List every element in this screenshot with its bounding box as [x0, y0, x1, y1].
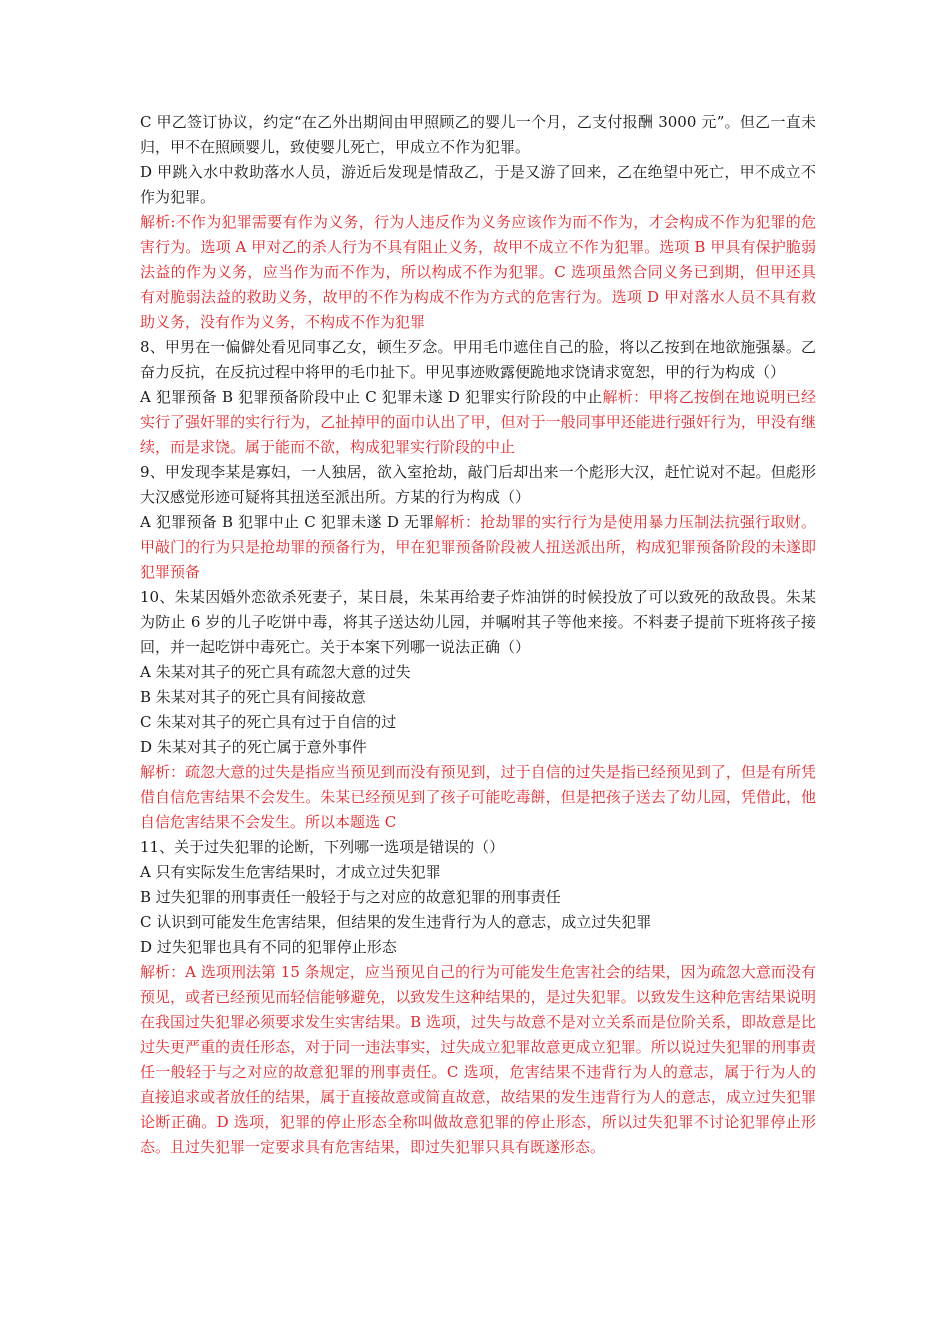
q9-options: A 犯罪预备 B 犯罪中止 C 犯罪未遂 D 无罪 — [140, 513, 435, 531]
q10-option-b: B 朱某对其子的死亡具有间接故意 — [140, 688, 366, 706]
q10-analysis: 解析：疏忽大意的过失是指应当预见到而没有预见到，过于自信的过失是指已经预见到了，但是有所凭借自信危害结果不会发生。朱某已经预见到了孩子可能吃毒餅，但是把孩子送去了幼儿园，凭借此，他自信危害结果不会发生。所以本题选 C — [140, 763, 816, 831]
q8-analysis: 解析：甲将乙按倒在地说明已经实行了强奸罪的实行行为，乙扯掉甲的面巾认出了甲，但对于一般同事甲还能进行强奸行为，甲没有继续，而是求饶。属于能而不欲，构成犯罪实行阶段的中止 — [140, 388, 816, 456]
q8-options: A 犯罪预备 B 犯罪预备阶段中止 C 犯罪未遂 D 犯罪实行阶段的中止 — [140, 388, 603, 406]
q10-option-d: D 朱某对其子的死亡属于意外事件 — [140, 738, 367, 756]
q11-option-a: A 只有实际发生危害结果时，才成立过失犯罪 — [140, 863, 441, 881]
q8-stem: 8、甲男在一偏僻处看见同事乙女，顿生歹念。甲用毛巾遮住自己的脸，将以乙按到在地欲施强暴。乙奋力反抗，在反抗过程中将甲的毛巾扯下。甲见事迹败露便跪地求饶请求宽恕，甲的行为构成（） — [140, 338, 816, 381]
q7-option-c: C 甲乙签订协议，约定“在乙外出期间由甲照顾乙的婴儿一个月，乙支付报酬 3000 元”。但乙一直未归，甲不在照顾婴儿，致使婴儿死亡，甲成立不作为犯罪。 — [140, 113, 816, 156]
q11-option-c: C 认识到可能发生危害结果，但结果的发生违背行为人的意志，成立过失犯罪 — [140, 913, 652, 931]
q9-block — [140, 510, 816, 585]
q11-analysis: 解析：A 选项刑法第 15 条规定，应当预见自己的行为可能发生危害社会的结果，因为疏忽大意而没有预见，或者已经预见而轻信能够避免，以致发生这种结果的，是过失犯罪。以致发生这种危害结果说明在我国过失犯罪必须要求发生实害结果。B 选项，过失与故意不是对立关系而是位阶关系，即故意是比过失更严重的责任形态，对于同一违法事实，过失成立犯罪故意更成立犯罪。所以说过失犯罪的刑事责任一般轻于与之对应的故意犯罪的刑事责任。C 选项，危害结果不违背行为人的意志，属于行为人的直接追求或者放任的结果，属于直接故意或简直故意，故结果的发生违背行为人的意志，成立过失犯罪论断正确。D 选项，犯罪的停止形态全称叫做故意犯罪的停止形态，所以过失犯罪不讨论犯罪停止形态。且过失犯罪一定要求具有危害结果，即过失犯罪只具有既遂形态。 — [140, 963, 816, 1156]
q9-stem: 9、甲发现李某是寡妇，一人独居，欲入室抢劫，敲门后却出来一个彪形大汉，赶忙说对不起。但彪形大汉感觉形迹可疑将其扭送至派出所。方某的行为构成（） — [140, 463, 816, 506]
q10-option-a: A 朱某对其子的死亡具有疏忽大意的过失 — [140, 663, 411, 681]
q11-stem: 11、关于过失犯罪的论断，下列哪一选项是错误的（） — [140, 838, 505, 856]
document-page — [140, 110, 816, 1160]
q9-analysis: 解析：抢劫罪的实行行为是使用暴力压制法抗强行取财。甲敲门的行为只是抢劫罪的预备行为，甲在犯罪预备阶段被人扭送派出所，构成犯罪预备阶段的未遂即犯罪预备 — [140, 513, 816, 581]
q11-option-d: D 过失犯罪也具有不同的犯罪停止形态 — [140, 938, 397, 956]
q7-analysis: 解析:不作为犯罪需要有作为义务，行为人违反作为义务应该作为而不作为，才会构成不作为犯罪的危害行为。选项 A 甲对乙的杀人行为不具有阻止义务，故甲不成立不作为犯罪。选项 B 甲具有保护脆弱法益的作为义务，应当作为而不作为，所以构成不作为犯罪。C 选项虽然合同义务已到期，但甲还具有对脆弱法益的救助义务，故甲的不作为构成不作为方式的危害行为。选项 D 甲对落水人员不具有救助义务，没有作为义务，不构成不作为犯罪 — [140, 213, 816, 331]
q10-option-c: C 朱某对其子的死亡具有过于自信的过 — [140, 713, 397, 731]
q10-stem: 10、朱某因婚外恋欲杀死妻子，某日晨，朱某再给妻子炸油饼的时候投放了可以致死的敌敌畏。朱某为防止 6 岁的儿子吃饼中毒，将其子送达幼儿园，并嘱咐其子等他来接。不料妻子提前下班将孩子接回，并一起吃饼中毒死亡。关于本案下列哪一说法正确（） — [140, 588, 816, 656]
q11-option-b: B 过失犯罪的刑事责任一般轻于与之对应的故意犯罪的刑事责任 — [140, 888, 561, 906]
q8-block — [140, 385, 816, 460]
q7-option-d: D 甲跳入水中救助落水人员，游近后发现是情敌乙，于是又游了回来，乙在绝望中死亡，甲不成立不作为犯罪。 — [140, 163, 816, 206]
